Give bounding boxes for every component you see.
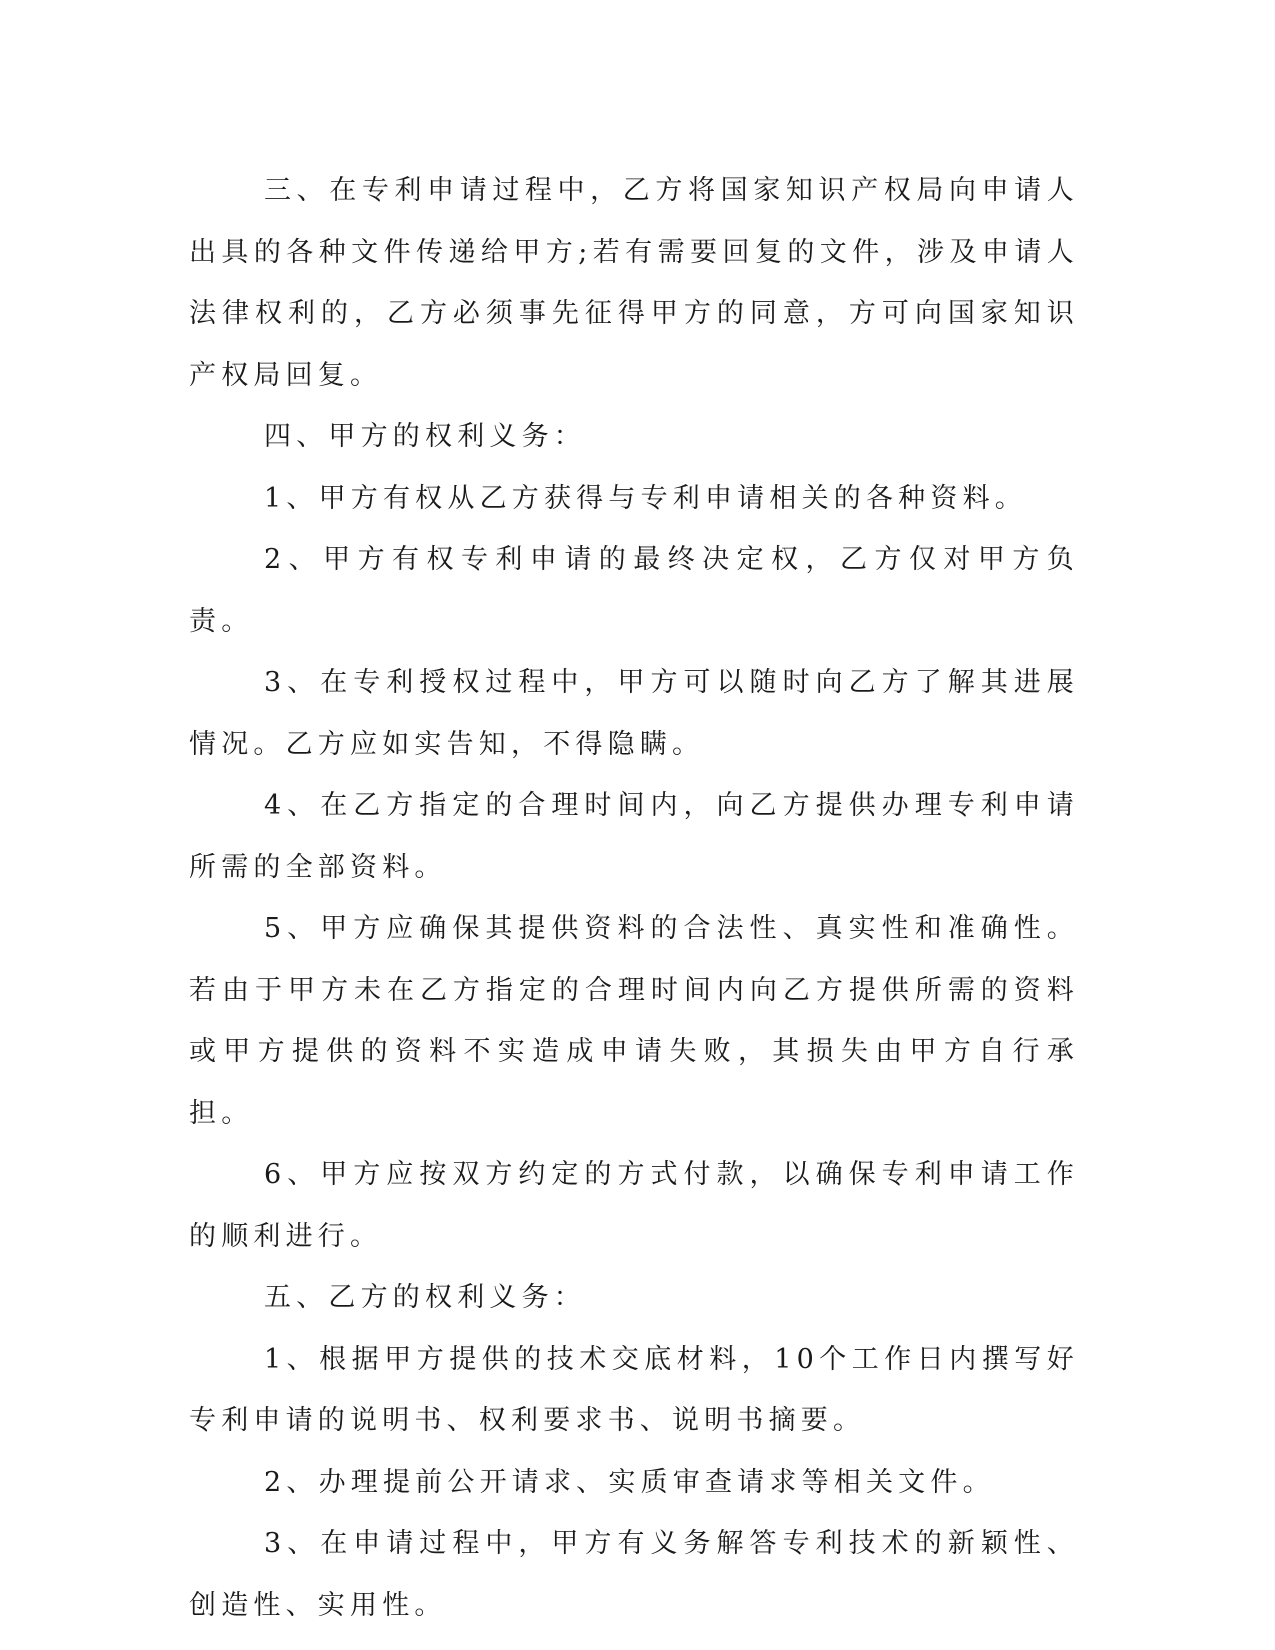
section-5-item-1: 1、根据甲方提供的技术交底材料，10个工作日内撰写好专利申请的说明书、权利要求书、说明书摘要。	[189, 1343, 1079, 1436]
section-4-heading: 四、甲方的权利义务：	[264, 421, 586, 452]
clause-3-paragraph: 三、在专利申请过程中，乙方将国家知识产权局向申请人出具的各种文件传递给甲方;若有需要回复的文件，涉及申请人法律权利的，乙方必须事先征得甲方的同意，方可向国家知识产权局回复。	[189, 175, 1079, 391]
section-5-item-2: 2、办理提前公开请求、实质审查请求等相关文件。	[264, 1466, 995, 1498]
document-body	[189, 160, 1079, 1636]
section-4-item-5: 5、甲方应确保其提供资料的合法性、真实性和准确性。若由于甲方未在乙方指定的合理时间内向乙方提供所需的资料或甲方提供的资料不实造成申请失败，其损失由甲方自行承担。	[189, 913, 1079, 1129]
section-5-heading: 五、乙方的权利义务：	[264, 1282, 586, 1313]
section-4-item-6: 6、甲方应按双方约定的方式付款，以确保专利申请工作的顺利进行。	[189, 1159, 1079, 1252]
section-4-item-4: 4、在乙方指定的合理时间内，向乙方提供办理专利申请所需的全部资料。	[189, 790, 1079, 883]
section-4-item-2: 2、甲方有权专利申请的最终决定权，乙方仅对甲方负责。	[189, 544, 1079, 637]
section-4-item-1: 1、甲方有权从乙方获得与专利申请相关的各种资料。	[264, 482, 1027, 514]
section-5-item-3: 3、在申请过程中，甲方有义务解答专利技术的新颖性、创造性、实用性。	[189, 1528, 1079, 1621]
section-4-item-3: 3、在专利授权过程中，甲方可以随时向乙方了解其进展情况。乙方应如实告知，不得隐瞒。	[189, 667, 1079, 760]
